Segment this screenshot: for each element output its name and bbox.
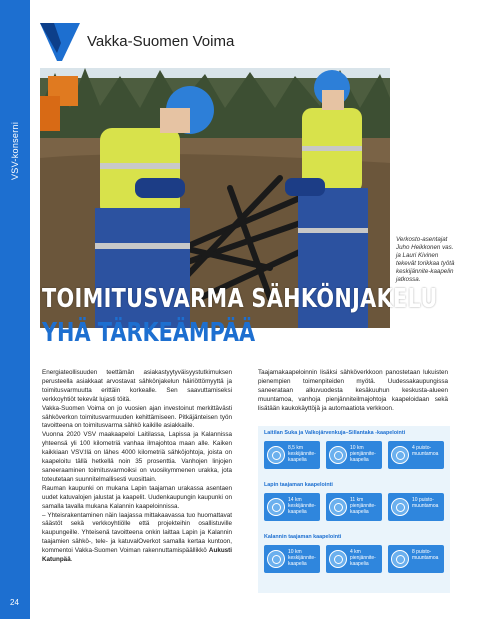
stat-box: 10 km pienjännite-kaapelia [326, 441, 382, 469]
page-number: 24 [10, 598, 19, 607]
paragraph: Vakka-Suomen Voima on jo vuosien ajan investoinut merkittävästi sähköverkon toimitusvarmuuden kehittämiseen. Pitkäjänteisen työn tavoitteena on toimitusvarma sähkö kaikille asiakkaille. [42, 404, 232, 430]
sidebar [0, 0, 30, 619]
substation-icon [391, 498, 409, 516]
stat-box: 11 km pienjännite-kaapelia [326, 493, 382, 521]
author-name: Aukusti Katunpää [42, 547, 233, 564]
brand-name: Vakka-Suomen Voima [87, 33, 235, 50]
cable-icon [329, 446, 347, 464]
paragraph: Taajamakaapeloinnin lisäksi sähköverkkoon panostetaan lukuisten pienempien toimenpiteiden myötä. Uudessakaupungissa saneerataan alkuvuodesta kesäkuuhun keskusta-alueen muuntamoa, vanhoja pienjänniteilmajohtoja kaapeloidaan sekä lisätään kaukokäyttöjä ja automaatiota verkkoon. [258, 369, 448, 412]
headline-line2: YHÄ TÄRKEÄMPÄÄ [42, 318, 256, 348]
stat-box: 8,5 km keskijännite-kaapelia [264, 441, 320, 469]
cable-icon [267, 550, 285, 568]
stats-row [264, 545, 444, 573]
section-title: Lapin taajaman kaapelointi [264, 482, 333, 488]
stat-box: 14 km keskijännite-kaapelia [264, 493, 320, 521]
stats-row [264, 441, 444, 469]
photo-caption: Verkosto-asentajat Juho Heikkonen vas. ja Lauri Kivinen tekevät torikkaa työtä keskijännite-kaapelin jatkossa. [396, 236, 455, 283]
cabling-infobox [258, 426, 450, 593]
section-title: Kalannin taajaman kaapelointi [264, 534, 342, 540]
sidebar-section-label: VSV-konserni [10, 121, 20, 180]
paragraph: Rauman kaupunki on mukana Lapin taajaman urakassa asentaen uudet katuvalojen jalustat ja kaapelit. Uudenkaupungin kaupunki on samalla tavalla mukana Kalannin kaapeloinnissa. [42, 484, 232, 510]
substation-icon [391, 446, 409, 464]
paragraph: Energiateollisuuden teettämän asiakastyytyväisyystutkimuksen perusteella asiakkaat arvostavat sähkönjakelun häiriöttömyyttä ja toimitusvarmuutta erittäin korkealle. Sen saavuttamiseksi verkkoyhtiöt tekevät lujasti töitä. [42, 369, 232, 403]
stat-box: 10 km keskijännite-kaapelia [264, 545, 320, 573]
stat-box: 8 puisto-muuntamoa [388, 545, 444, 573]
vsv-logo-icon [40, 23, 80, 61]
headline-line1: TOIMITUSVARMA SÄHKÖNJAKELU [42, 284, 438, 314]
stats-row [264, 493, 444, 521]
paragraph: Vuonna 2020 VSV maakaapeloi Laitilassa, Lapissa ja Kalannissa yhteensä yli 100 kilometriä vanhaa ilmajohtoa maan alle. Kaiken kaikkiaan VSV:llä on lähes 4000 kilometriä sähköjohtoja, joista on kaapeloitu tällä hetkellä noin 35 prosenttia. Vanhojen linjojen saneeraaminen toimitusvarmoiksi on vuosikymmenen urakka, jota toteutetaan suunnitelmallisesti vuosittain. [42, 431, 232, 483]
quote-text: – Yhteisrakentaminen näin laajassa mittakaavassa tuo huomattavat säästöt sekä verkkoyhtiölle että projekteihin osallistuville kaupungeille. Yhteisenä tavoitteena onkin laittaa Lapin ja Kalannin taajamien sähkö-, tele- ja katuvalOverkot samalla kertaa kuntoon, kommentoi Vakka-Suomen Voiman rakennuttamispäällikkö [42, 511, 232, 555]
body-column-1 [42, 369, 232, 565]
cable-icon [267, 498, 285, 516]
cable-icon [329, 550, 347, 568]
cable-icon [267, 446, 285, 464]
cable-icon [329, 498, 347, 516]
stat-box: 10 puisto-muuntamoa [388, 493, 444, 521]
stat-box: 4 km pienjännite-kaapelia [326, 545, 382, 573]
stat-box: 4 puisto-muuntamoa [388, 441, 444, 469]
substation-icon [391, 550, 409, 568]
paragraph: – Yhteisrakentaminen näin laajassa mittakaavassa tuo huomattavat säästöt sekä verkkoyhtiölle että projekteihin osallistuville kaupungeille. Yhteisenä tavoitteena onkin laittaa Lapin ja Kalannin taajamien sähkö-, tele- ja katuvalOverkot samalla kertaa kuntoon, kommentoi Vakka-Suomen Voiman rakennuttamispäällikkö Aukusti Katunpää. [42, 511, 233, 564]
section-title: Laitilan Suka ja Valkojärvenkuja–Sillantaka -kaapelointi [264, 430, 406, 436]
body-column-2 [258, 369, 448, 414]
